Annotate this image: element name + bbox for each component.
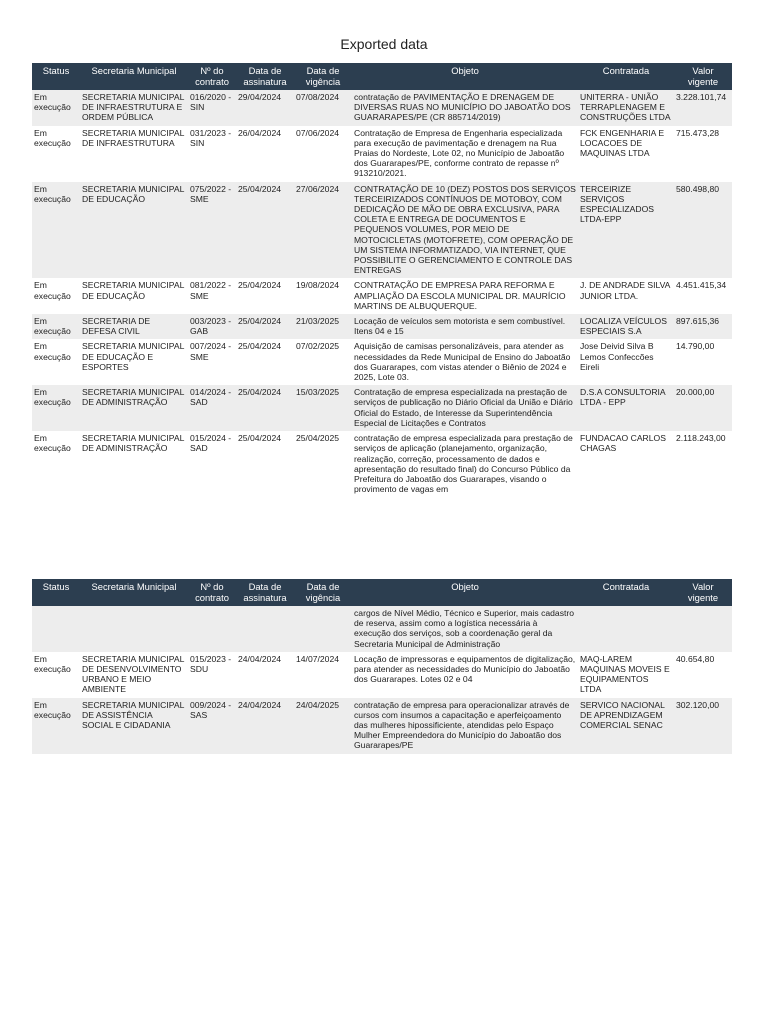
cell-signature-date: 24/04/2024 — [236, 652, 294, 698]
header-row — [32, 579, 732, 606]
cell-validity-date: 07/02/2025 — [294, 339, 352, 385]
cell-secretaria: SECRETARIA MUNICIPAL DE EDUCAÇÃO — [80, 182, 188, 279]
table-row — [32, 314, 732, 339]
cell-contractor: FCK ENGENHARIA E LOCACOES DE MAQUINAS LTDA — [578, 126, 674, 182]
cell-object: Locação de veículos sem motorista e sem combustível. Itens 04 e 15 — [352, 314, 578, 339]
cell-secretaria: SECRETARIA MUNICIPAL DE ADMINISTRAÇÃO — [80, 431, 188, 497]
cell-value: 40.654,80 — [674, 652, 732, 698]
cell-value: 4.451.415,34 — [674, 278, 732, 314]
column-header-value: Valor vigente — [674, 63, 732, 90]
column-header-validity-date: Data de vigência — [294, 63, 352, 90]
column-header-status: Status — [32, 63, 80, 90]
cell-status: Em execução — [32, 339, 80, 385]
column-header-validity-date: Data de vigência — [294, 579, 352, 606]
cell-value: 580.498,80 — [674, 182, 732, 279]
cell-value: 302.120,00 — [674, 698, 732, 754]
cell-validity-date: 24/04/2025 — [294, 698, 352, 754]
cell-signature-date: 25/04/2024 — [236, 182, 294, 279]
table-row — [32, 385, 732, 431]
cell-object: contratação de empresa especializada para prestação de serviços de aplicação (planejamento, organização, realização, correção, processamento de dados e apresentação do resultado final) do Concurso Público da Prefeitura do Jaboatão dos Guararapes, visando o provimento de vagas em — [352, 431, 578, 497]
column-header-secretaria: Secretaria Municipal — [80, 63, 188, 90]
column-header-signature-date: Data de assinatura — [236, 579, 294, 606]
cell-validity-date: 07/06/2024 — [294, 126, 352, 182]
column-header-object: Objeto — [352, 579, 578, 606]
cell-contractor: Jose Deivid Silva B Lemos Confeccões Eireli — [578, 339, 674, 385]
header-row — [32, 63, 732, 90]
cell-secretaria: SECRETARIA MUNICIPAL DE ADMINISTRAÇÃO — [80, 385, 188, 431]
cell-status: Em execução — [32, 431, 80, 497]
cell-contractor: SERVICO NACIONAL DE APRENDIZAGEM COMERCIAL SENAC — [578, 698, 674, 754]
cell-secretaria: SECRETARIA MUNICIPAL DE INFRAESTRUTURA — [80, 126, 188, 182]
cell-status: Em execução — [32, 90, 80, 126]
cell-status: Em execução — [32, 126, 80, 182]
cell-signature-date — [236, 606, 294, 652]
table-row — [32, 182, 732, 279]
cell-value: 2.118.243,00 — [674, 431, 732, 497]
cell-contract-number: 003/2023 - GAB — [188, 314, 236, 339]
cell-validity-date — [294, 606, 352, 652]
cell-secretaria: SECRETARIA DE DEFESA CIVIL — [80, 314, 188, 339]
cell-status — [32, 606, 80, 652]
cell-secretaria: SECRETARIA MUNICIPAL DE EDUCAÇÃO — [80, 278, 188, 314]
cell-secretaria: SECRETARIA MUNICIPAL DE INFRAESTRUTURA E ORDEM PÚBLICA — [80, 90, 188, 126]
cell-contractor: TERCEIRIZE SERVIÇOS ESPECIALIZADOS LTDA-EPP — [578, 182, 674, 279]
cell-object: Contratação de Empresa de Engenharia especializada para execução de pavimentação e drenagem na Rua Praias do Nordeste, Lote 02, no Município de Jaboatão dos Guararapes/PE, conforme contrato de repasse nº 913210/2021. — [352, 126, 578, 182]
cell-validity-date: 25/04/2025 — [294, 431, 352, 497]
cell-value: 20.000,00 — [674, 385, 732, 431]
cell-signature-date: 25/04/2024 — [236, 385, 294, 431]
cell-value: 14.790,00 — [674, 339, 732, 385]
cell-signature-date: 25/04/2024 — [236, 314, 294, 339]
table-row — [32, 698, 732, 754]
cell-contract-number: 031/2023 - SIN — [188, 126, 236, 182]
cell-value — [674, 606, 732, 652]
cell-status: Em execução — [32, 385, 80, 431]
cell-signature-date: 24/04/2024 — [236, 698, 294, 754]
column-header-status: Status — [32, 579, 80, 606]
table-body — [32, 90, 732, 497]
cell-object: CONTRATAÇÃO DE 10 (DEZ) POSTOS DOS SERVIÇOS TERCEIRIZADOS CONTÍNUOS DE MOTOBOY, COM DEDICAÇÃO DE MÃO DE OBRA EXCLUSIVA, PARA COLETA E ENTREGA DE DOCUMENTOS E PEQUENOS VOLUMES, POR MEIO DE MOTOCICLETAS (MOTOFRETE), COM OPERAÇÃO DE UM SISTEMA INFORMATIZADO, VIA INTERNET, QUE POSSIBILITE O GERENCIAMENTO E CONTROLE DAS ENTREGAS — [352, 182, 578, 279]
cell-validity-date: 19/08/2024 — [294, 278, 352, 314]
cell-contractor — [578, 606, 674, 652]
contracts-table-page-2 — [32, 579, 732, 754]
cell-contractor: D.S.A CONSULTORIA LTDA - EPP — [578, 385, 674, 431]
column-header-contractor: Contratada — [578, 63, 674, 90]
column-header-signature-date: Data de assinatura — [236, 63, 294, 90]
column-header-contract-number: Nº do contrato — [188, 579, 236, 606]
column-header-secretaria: Secretaria Municipal — [80, 579, 188, 606]
cell-status: Em execução — [32, 182, 80, 279]
cell-contract-number: 015/2023 - SDU — [188, 652, 236, 698]
table-row — [32, 126, 732, 182]
cell-contractor: UNITERRA - UNIÃO TERRAPLENAGEM E CONSTRUÇÕES LTDA — [578, 90, 674, 126]
cell-value: 3.228.101,74 — [674, 90, 732, 126]
cell-validity-date: 21/03/2025 — [294, 314, 352, 339]
cell-contract-number: 015/2024 - SAD — [188, 431, 236, 497]
cell-validity-date: 07/08/2024 — [294, 90, 352, 126]
cell-contractor: FUNDACAO CARLOS CHAGAS — [578, 431, 674, 497]
table-row — [32, 339, 732, 385]
table-row — [32, 431, 732, 497]
cell-secretaria: SECRETARIA MUNICIPAL DE EDUCAÇÃO E ESPORTES — [80, 339, 188, 385]
cell-validity-date: 14/07/2024 — [294, 652, 352, 698]
cell-contract-number: 081/2022 - SME — [188, 278, 236, 314]
cell-value: 897.615,36 — [674, 314, 732, 339]
column-header-object: Objeto — [352, 63, 578, 90]
cell-object: Contratação de empresa especializada na prestação de serviços de publicação no Diário Oficial da União e Diário Oficial do Estado, de Interesse da Superintendência Especial de Licitações e Contratos — [352, 385, 578, 431]
cell-contractor: MAQ-LAREM MAQUINAS MOVEIS E EQUIPAMENTOS LTDA — [578, 652, 674, 698]
cell-validity-date: 15/03/2025 — [294, 385, 352, 431]
cell-status: Em execução — [32, 698, 80, 754]
cell-secretaria — [80, 606, 188, 652]
cell-object: contratação de PAVIMENTAÇÃO E DRENAGEM DE DIVERSAS RUAS NO MUNICÍPIO DO JABOATÃO DOS GUARARAPES/PE (CR 885714/2019) — [352, 90, 578, 126]
table-row — [32, 90, 732, 126]
cell-contract-number: 016/2020 - SIN — [188, 90, 236, 126]
cell-validity-date: 27/06/2024 — [294, 182, 352, 279]
cell-signature-date: 25/04/2024 — [236, 278, 294, 314]
cell-object: cargos de Nível Médio, Técnico e Superior, mais cadastro de reserva, assim como a logística necessária à execução dos serviços, sob a coordenação geral da Secretaria Municipal de Administração — [352, 606, 578, 652]
column-header-value: Valor vigente — [674, 579, 732, 606]
cell-value: 715.473,28 — [674, 126, 732, 182]
cell-contract-number: 075/2022 - SME — [188, 182, 236, 279]
cell-signature-date: 25/04/2024 — [236, 431, 294, 497]
cell-object: CONTRATAÇÃO DE EMPRESA PARA REFORMA E AMPLIAÇÃO DA ESCOLA MUNICIPAL DR. MAURÍCIO MARTINS DE ALBUQUERQUE. — [352, 278, 578, 314]
cell-signature-date: 25/04/2024 — [236, 339, 294, 385]
cell-object: contratação de empresa para operacionalizar através de cursos com insumos a capacitação e aperfeiçoamento das mulheres hipossificiente, atendidas pelo Espaço Mulher Empreendedora do Município do Jaboatão dos Guararapes/PE — [352, 698, 578, 754]
cell-status: Em execução — [32, 314, 80, 339]
cell-signature-date: 29/04/2024 — [236, 90, 294, 126]
cell-status: Em execução — [32, 278, 80, 314]
cell-contractor: LOCALIZA VEÍCULOS ESPECIAIS S.A — [578, 314, 674, 339]
cell-contractor: J. DE ANDRADE SILVA JUNIOR LTDA. — [578, 278, 674, 314]
column-header-contractor: Contratada — [578, 579, 674, 606]
page-title: Exported data — [340, 36, 428, 52]
contracts-table-page-1 — [32, 63, 732, 497]
cell-object: Aquisição de camisas personalizáveis, para atender as necessidades da Rede Municipal de Ensino do Jaboatão dos Guararapes, com vistas atender o Biênio de 2024 e 2025, Lote 03. — [352, 339, 578, 385]
table-row — [32, 278, 732, 314]
cell-contract-number — [188, 606, 236, 652]
cell-object: Locação de impressoras e equipamentos de digitalização, para atender as necessidades do Município do Jaboatão dos Guararapes. Lotes 02 e 04 — [352, 652, 578, 698]
column-header-contract-number: Nº do contrato — [188, 63, 236, 90]
table-body — [32, 606, 732, 754]
cell-contract-number: 007/2024 - SME — [188, 339, 236, 385]
cell-contract-number: 014/2024 - SAD — [188, 385, 236, 431]
cell-secretaria: SECRETARIA MUNICIPAL DE DESENVOLVIMENTO URBANO E MEIO AMBIENTE — [80, 652, 188, 698]
cell-signature-date: 26/04/2024 — [236, 126, 294, 182]
table-row — [32, 606, 732, 652]
cell-status: Em execução — [32, 652, 80, 698]
table-row — [32, 652, 732, 698]
cell-secretaria: SECRETARIA MUNICIPAL DE ASSISTÊNCIA SOCIAL E CIDADANIA — [80, 698, 188, 754]
cell-contract-number: 009/2024 - SAS — [188, 698, 236, 754]
